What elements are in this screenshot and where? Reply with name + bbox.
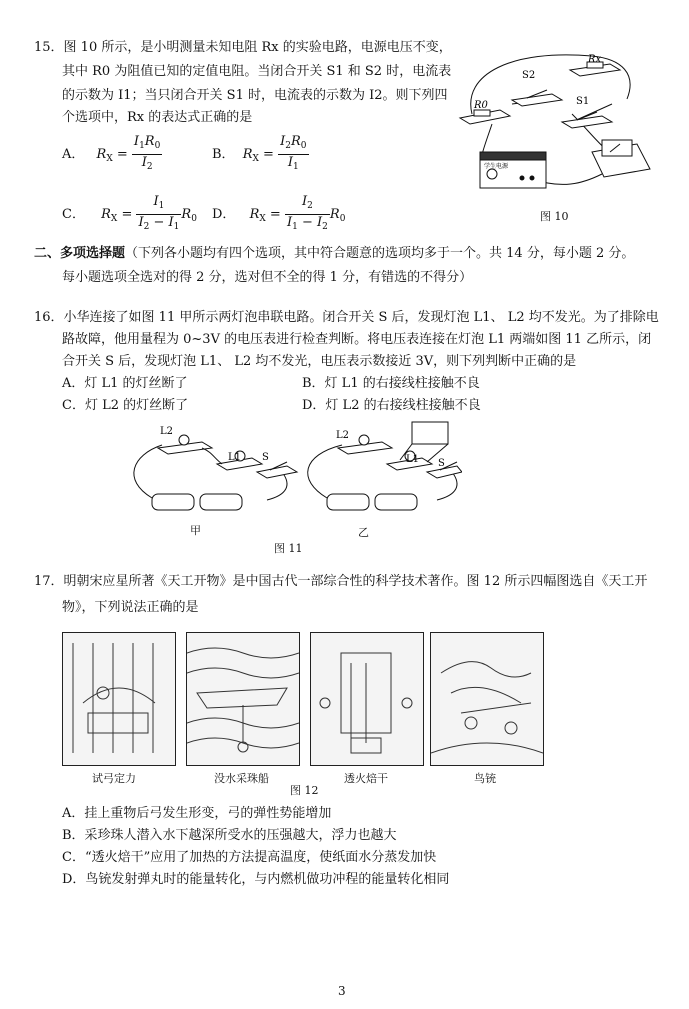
q16-option-d: D．灯 L2 的右接线柱接触不良: [302, 398, 481, 413]
q15-line3: 的示数为 I1；当只闭合开关 S1 时，电流表的示数为 I2。则下列四: [62, 88, 448, 103]
q15-option-c-label: C．: [62, 207, 85, 222]
figure-12-image-pearl-boat: [186, 632, 300, 766]
figure-10-circuit: [452, 44, 652, 194]
figure-12-image-musket: [430, 632, 544, 766]
fig10-label-rx: Rx: [588, 54, 602, 65]
q16-option-b: B．灯 L1 的右接线柱接触不良: [302, 376, 480, 391]
figure-10-caption: 图 10: [540, 210, 569, 223]
fig10-label-s1: S1: [576, 96, 590, 107]
fig11-left-label-l1: L1: [228, 452, 242, 463]
q16-option-a: A．灯 L1 的灯丝断了: [62, 376, 188, 391]
q17-option-a: A．挂上重物后弓发生形变，弓的弹性势能增加: [62, 806, 332, 821]
q15-option-b: B． $R_X$ = $\frac{I_2R_0}{I_1}$: [212, 134, 307, 172]
fig10-label-r0: R0: [474, 100, 488, 111]
section2-title: 二、多项选择题: [34, 246, 126, 261]
q17-number: 17．: [34, 574, 64, 589]
q16-option-c: C．灯 L2 的灯丝断了: [62, 398, 189, 413]
q15-option-a: A． $R_X$ = $\frac{I_1R_0}{I_2}$: [62, 134, 161, 172]
fig11-right-label-s: S: [438, 458, 445, 469]
q16-line3: 合开关 S 后，发现灯泡 L1、 L2 均不发光，电压表示数接近 3V，则下列判断中正确的是: [62, 354, 577, 369]
q17-line2: 物》，下列说法正确的是: [62, 600, 199, 615]
q15-text1: 图 10 所示，是小明测量未知电阻 Rx 的实验电路，电源电压不变，: [63, 40, 452, 55]
figure-12-label-2: 没水采珠船: [214, 772, 269, 785]
page-number: 3: [338, 984, 346, 998]
figure-12-image-bow: [62, 632, 176, 766]
figure-12-image-paper-drying: [310, 632, 424, 766]
q15-line1: [34, 38, 452, 58]
q17-option-b: B．采珍珠人潜入水下越深所受水的压强越大，浮力也越大: [62, 828, 397, 843]
fig10-label-s2: S2: [522, 70, 536, 81]
fig11-left-label-l2: L2: [160, 426, 174, 437]
q15-option-b-label: B．: [212, 147, 235, 162]
figure-12-label-4: 鸟铳: [474, 772, 496, 785]
fig11-right-label-l2: L2: [336, 430, 350, 441]
q16-text1: 小华连接了如图 11 甲所示两灯泡串联电路。闭合开关 S 后，发现灯泡 L1、 L2 均不发光。为了排除电: [63, 310, 659, 325]
q15-option-c: C． $R_X$ = $\frac{I_1}{I_2 - I_1}$ $R_0$: [62, 194, 197, 232]
figure-11-left-caption: 甲: [190, 524, 201, 537]
fig11-right-label-l1: L1: [406, 454, 420, 465]
q16-line2: 路故障，他用量程为 0~3V 的电压表进行检查判断。将电压表连接在灯泡 L1 两端如图 11 乙所示，闭: [62, 332, 652, 347]
q17-text1: 明朝宋应星所著《天工开物》是中国古代一部综合性的科学技术著作。图 12 所示四幅图选自《天工开: [63, 574, 648, 589]
section2-line1: [34, 244, 634, 264]
section2-desc2: 每小题选项全选对的得 2 分，选对但不全的得 1 分，有错选的不得分）: [62, 270, 473, 285]
fig11-left-label-s: S: [262, 452, 269, 463]
q15-option-d-label: D．: [212, 207, 236, 222]
q15-line4: 个选项中，Rx 的表达式正确的是: [62, 110, 253, 125]
section2-desc1: （下列各小题均有四个选项，其中符合题意的选项均多于一个。共 14 分，每小题 2 分。: [125, 246, 635, 261]
q17-option-c: C．“透火焙干”应用了加热的方法提高温度，使纸面水分蒸发加快: [62, 850, 437, 865]
figure-12-label-3: 透火焙干: [344, 772, 388, 785]
figure-11-right-caption: 乙: [358, 526, 369, 539]
q15-line2: 其中 R0 为阻值已知的定值电阻。当闭合开关 S1 和 S2 时，电流表: [62, 64, 452, 79]
figure-12-caption: 图 12: [290, 784, 319, 797]
figure-11-caption: 图 11: [274, 542, 303, 555]
fig10-label-power: 学生电源: [484, 163, 509, 170]
q16-number: 16．: [34, 310, 64, 325]
q17-line1: [34, 572, 647, 592]
figure-12-label-1: 试弓定力: [92, 772, 136, 785]
q15-option-a-label: A．: [62, 147, 85, 162]
q17-option-d: D．鸟铳发射弹丸时的能量转化，与内燃机做功冲程的能量转化相同: [62, 872, 450, 887]
q15-option-d: D． $R_X$ = $\frac{I_2}{I_1 - I_2}$ $R_0$: [212, 194, 346, 232]
q15-number: 15．: [34, 40, 64, 55]
q16-line1: [34, 308, 659, 328]
figure-11-circuits: [122, 420, 462, 520]
